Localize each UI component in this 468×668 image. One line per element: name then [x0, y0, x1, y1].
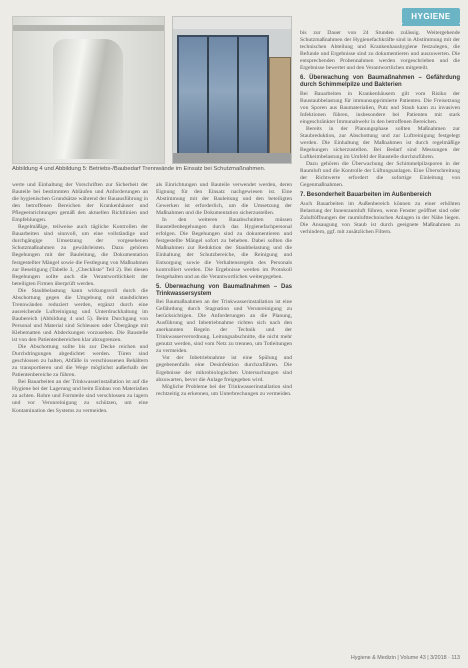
protective-curtain [53, 39, 123, 159]
glass-partition [177, 35, 269, 159]
paragraph: Mögliche Probleme bei der Trinkwasserinstallation sind rechtzeitig zu erkennen, um Unterbrechungen zu vermeiden. [156, 383, 292, 397]
paragraph: Bei Bauarbeiten an der Trinkwasserinstallation ist auf die Hygiene bei der Lagerung und beim Einbau von Materialien zu achten. Rohre und Formteile sind verschlossen zu lagern und vor Verunreinigung zu schützen, um eine Kontamination des Systems zu vermeiden. [12, 379, 148, 414]
paragraph: Die Abschottung sollte bis zur Decke reichen und Durchdringungen abgedichtet werden. Türen sind geschlossen zu halten, Abfälle in verschlossenen Behältern zu transportieren und die Wege möglichst außerhalb der Patientenbereiche zu führen. [12, 344, 148, 379]
paragraph: Dazu gehören die Überwachung der Schimmelpilzsporen in der Raumluft und die Kontrolle der Lüftungsanlagen. Eine Überschreitung der Richtwerte erfordert die sofortige Einleitung von Gegenmaßnahmen. [300, 161, 460, 189]
paragraph: Bei Baumaßnahmen an der Trinkwasserinstallation ist eine Gefährdung durch Stagnation und Verunreinigung zu berücksichtigen. Die Anforderungen an die Planung, Ausführung und Inbetriebnahme richten sich nach den anerkannten Regeln der Technik und der Trinkwasserverordnung. Leitungsabschnitte, die nicht mehr genutzt werden, sind vom Netz zu trennen, um Totleitungen zu vermeiden. [156, 299, 292, 355]
section-heading: 7. Besonderheit Bauarbeiten im Außenbereich [300, 192, 432, 199]
paragraph: bis zur Dauer von 24 Stunden zulässig. Weitergehende Schutzmaßnahmen der Hygienefachkräfte sind in Abstimmung mit der technischen Abteilung und Krankenhaushygiene festzulegen, die Befunde und Ergebnisse sind zu dokumentieren und auszuwerten. Die entsprechenden Probennahmen werden vorgeschrieben und die Ergebnisse bewertet und den Verantwortlichen mitgeteilt. [300, 30, 460, 72]
paragraph: In den weiteren Bauabschnitten müssen Baustellenbegehungen durch das Hygienefachpersonal erfolgen. Die Begehungen sind zu dokumentieren und festgestellte Mängel sofort zu beheben. Dabei sollten die Maßnahmen zur Reduktion der Staubbelastung und die Einhaltung der Schutzbereiche, die Reinigung und Entsorgung sowie die Verhaltensregeln des Personals kontrolliert werden. Die Ergebnisse werden im Protokoll festgehalten und an die Verantwortlichen weitergegeben. [156, 217, 292, 280]
logo-underline [402, 24, 460, 26]
door [269, 57, 291, 159]
text-column-3 [300, 30, 460, 650]
paragraph: Die Staubbelastung kann wirkungsvoll durch die Abschottung gegen die Umgebung mit staubdichten Trennwänden reduziert werden, ergänzt durch eine ausreichende Luftreinigung und Unterdruckhaltung im Baubereich (Abbildung 4 und 5). Beim Durchgang von Personal und Material sind Schleusen oder Übergänge mit Klebematten und Abdeckungen vorzusehen. Die Baustelle ist von den Patientenbereichen klar abzugrenzen. [12, 287, 148, 344]
figure-image-glass-wall [172, 16, 292, 164]
journal-logo: HYGIENE [402, 8, 460, 24]
page-footer: Hygiene & Medizin | Volume 43 | 3/2018 · 113 [350, 655, 460, 661]
paragraph: werte und Einhaltung der Vorschriften zur Sicherheit der Bauteile bei bestimmten Abläufen und Anforderungen an die hygienischen Grundsätze während der Bauausführung in den betroffenen Bereichen der Krankenhäuser und Pflegeeinrichtungen gemäß den aktuellen Richtlinien und Empfehlungen. [12, 182, 148, 224]
paragraph: Bei Bauarbeiten in Krankenhäusern gilt vom Risiko der Baustaubbelastung für immunsupprimierte Patienten. Die Freisetzung von Sporen aus Baumaterialien, Putz und Staub kann zu invasiven Infektionen führen, insbesondere bei Patienten mit stark eingeschränkter Immunabwehr in den betroffenen Bereichen. [300, 90, 460, 125]
paragraph: Regelmäßige, teilweise auch tägliche Kontrollen der Bauarbeiten sind sinnvoll, um eine vollständige und durchgängige Umsetzung der vorgesehenen Schutzmaßnahmen zu gewährleisten. Dazu gehören Begehungen mit der Bauleitung, die Dokumentation festgestellter Mängel sowie die Festlegung von Maßnahmen zur Beseitigung (Tabelle 3, „Checkliste" Teil 2). Bei diesen Begehungen sollte auch die Verantwortlichkeit der beteiligten Firmen überprüft werden. [12, 224, 148, 287]
figure-image-curtain [12, 16, 165, 164]
section-heading: 6. Überwachung von Baumaßnahmen – Gefährdung durch Schimmelpilze und Bakterien [300, 75, 460, 89]
paragraph: Bereits in der Planungsphase sollten Maßnahmen zur Staubreduktion, zur Abschottung und zur Luftreinigung festgelegt werden. Die Einhaltung der Maßnahmen ist durch regelmäßige Begehungen sicherzustellen. Bei Bedarf sind Messungen der Luftkeimbelastung im Umfeld der Baustelle durchzuführen. [300, 125, 460, 161]
text-column-1 [12, 182, 148, 650]
paragraph: Auch Bauarbeiten im Außenbereich können zu einer erhöhten Belastung der Innenraumluft führen, wenn Fenster geöffnet sind oder Zuluftöffnungen der raumlufttechnischen Anlagen in der Nähe liegen. Die Ansaugung von Staub ist durch geeignete Maßnahmen zu verhindern, ggf. mit zusätzlichen Filtern. [300, 200, 460, 235]
section-heading: 5. Überwachung von Baumaßnahmen – Das Trinkwassersystem [156, 283, 292, 297]
text-column-2 [156, 182, 292, 650]
paragraph: Vor der Inbetriebnahme ist eine Spülung und gegebenenfalls eine Desinfektion durchzuführen. Die Ergebnisse der mikrobiologischen Untersuchungen sind abzuwarten, bevor die Anlage freigegeben wird. [156, 355, 292, 383]
ceiling-pipe [13, 25, 165, 31]
paragraph: als Einrichtungen und Bauteile verwendet werden, deren Eignung für den Einsatz nachgewiesen ist. Eine Abstimmung mit der Bauleitung und den beteiligten Gewerken ist erforderlich, um die Umsetzung der Maßnahmen und die Dokumentation sicherzustellen. [156, 182, 292, 217]
figure-caption: Abbildung 4 und Abbildung 5: Betriebs-/Baubedarf Trennwände im Einsatz bei Schutzmaßnahmen. [12, 166, 266, 172]
